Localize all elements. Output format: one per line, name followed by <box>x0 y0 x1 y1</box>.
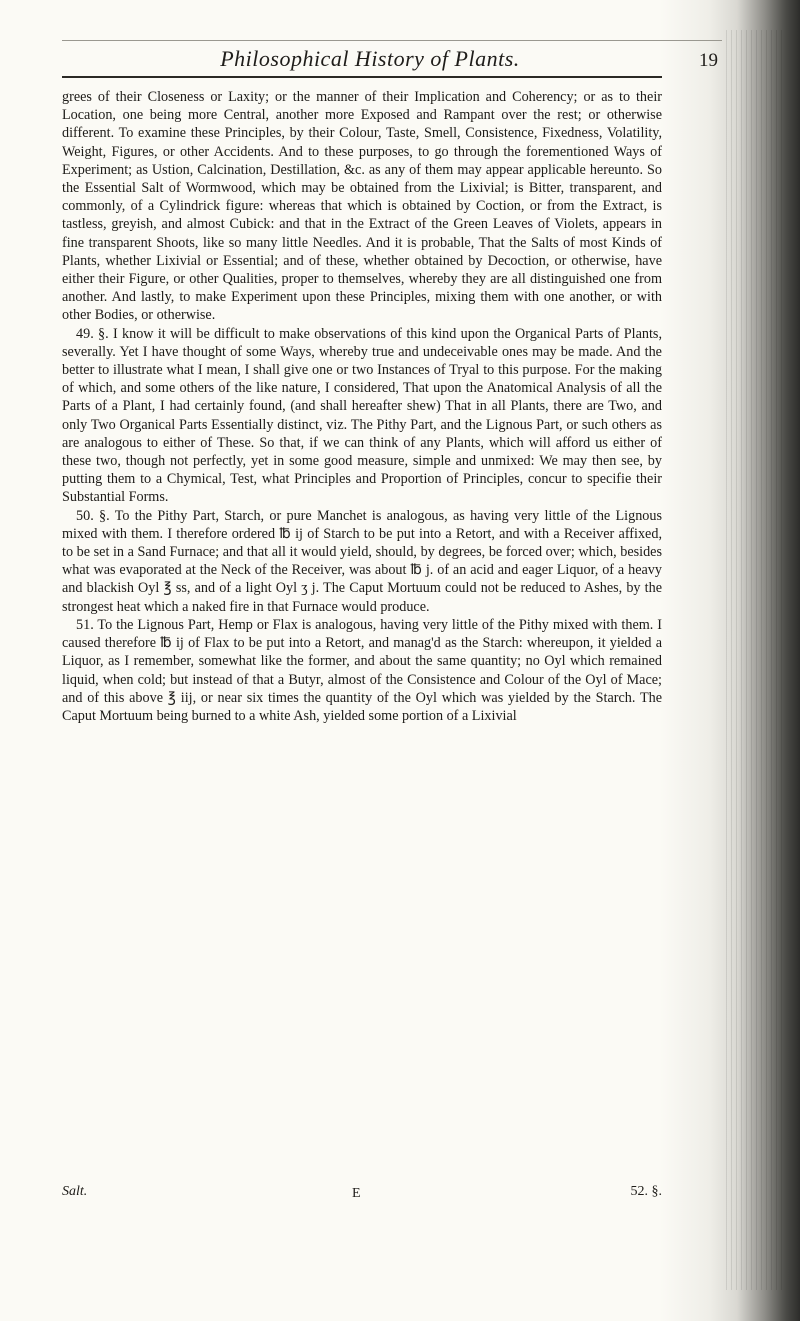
body-text <box>62 88 662 725</box>
scanned-book-edge <box>660 0 800 1321</box>
paragraph-50: 50. §. To the Pithy Part, Starch, or pure Manchet is analogous, as having very little of the Lignous mixed with them. I therefore ordered ℔ ij of Starch to be put into a Retort, and with a Receiver affixed, to be set in a Sand Furnace; and that all it would yield, should, by degrees, be forced over; which, besides what was evaporated at the Neck of the Receiver, was about ℔ j. of an acid and eager Liquor, of a heavy and blackish Oyl ℥ ss, and of a light Oyl ʒ j. The Caput Mortuum could not be reduced to Ashes, by the strongest heat which a naked fire in that Furnace would produce. <box>62 507 662 615</box>
page-edge-lines <box>726 30 786 1290</box>
running-title: Philosophical History of Plants. <box>220 46 520 71</box>
catchword: 52. §. <box>630 1184 662 1199</box>
page-number: 19 <box>699 50 718 71</box>
paragraph-continued: grees of their Closeness or Laxity; or the manner of their Implication and Coherency; or as to their Location, one being more Central, another more Exposed and Rampant over the rest; or otherwise different. To examine these Principles, by their Colour, Taste, Smell, Consistence, Fixedness, Volatility, Weight, Figures, or other Accidents. And to these purposes, to go through the forementioned Ways of Experiment; as Ustion, Calcination, Destillation, &c. as any of them may appear applicable hereunto. So the Essential Salt of Wormwood, which may be obtained from the Lixivial; is Bitter, transparent, and commonly, of a Cylindrick figure: whereas that which is obtained by Coction, or from the Extract, is tastless, greyish, and almost Cubick: and that in the Extract of the Green Leaves of Violets, appears in fine transparent Shoots, like so many little Needles. And it is probable, That the Salts of most Kinds of Plants, whether Lixivial or Essential; and of these, whether obtained by Decoction, or otherwise, have either their Figure, or other Qualities, proper to themselves, whereby they are all distinguished one from another. And lastly, to make Experiment upon these Principles, mixing them with one another, or with other Bodies, or otherwise. <box>62 89 662 324</box>
paragraph-49: 49. §. I know it will be difficult to make observations of this kind upon the Organical Parts of Plants, severally. Yet I have thought of some Ways, whereby true and undeceivable ones may be made. And the better to illustrate what I mean, I shall give one or two Instances of Tryal to this purpose. For the making of which, and some others of the like nature, I considered, That upon the Anatomical Analysis of all the Parts of a Plant, I had certainly found, (and shall hereafter shew) That in all Plants, there are Two, and only Two Organical Parts Essentially distinct, viz. The Pithy Part, and the Lignous Part, or such others as are analogous to either of These. So that, if we can think of any Plants, which will afford us either of these two, though not perfectly, yet in some good measure, simple and unmixed: We may then see, by putting them to a Chymical, Test, what Principles and Proportion of Principles, concur to specifie their Substantial Forms. <box>62 325 662 506</box>
page-header <box>60 46 718 86</box>
paragraph-51: 51. To the Lignous Part, Hemp or Flax is analogous, having very little of the Pithy mixed with them. I caused therefore ℔ ij of Flax to be put into a Retort, and manag'd as the Starch: whereupon, it yielded a Liquor, as I remember, somewhat like the former, and about the same quantity; no Oyl which remained liquid, when cold; but instead of that a Butyr, almost of the Consistence and Colour of the Oyl of Mace; and of this above ℥ iij, or near six times the quantity of the Oyl which was yielded by the Starch. The Caput Mortuum being burned to a white Ash, yielded some portion of a Lixivial <box>62 616 662 724</box>
signature-mark: E <box>352 1186 361 1201</box>
last-word: Salt. <box>62 1184 88 1199</box>
top-rule <box>62 40 722 41</box>
page-footer <box>62 1184 662 1204</box>
header-rule <box>62 76 662 78</box>
